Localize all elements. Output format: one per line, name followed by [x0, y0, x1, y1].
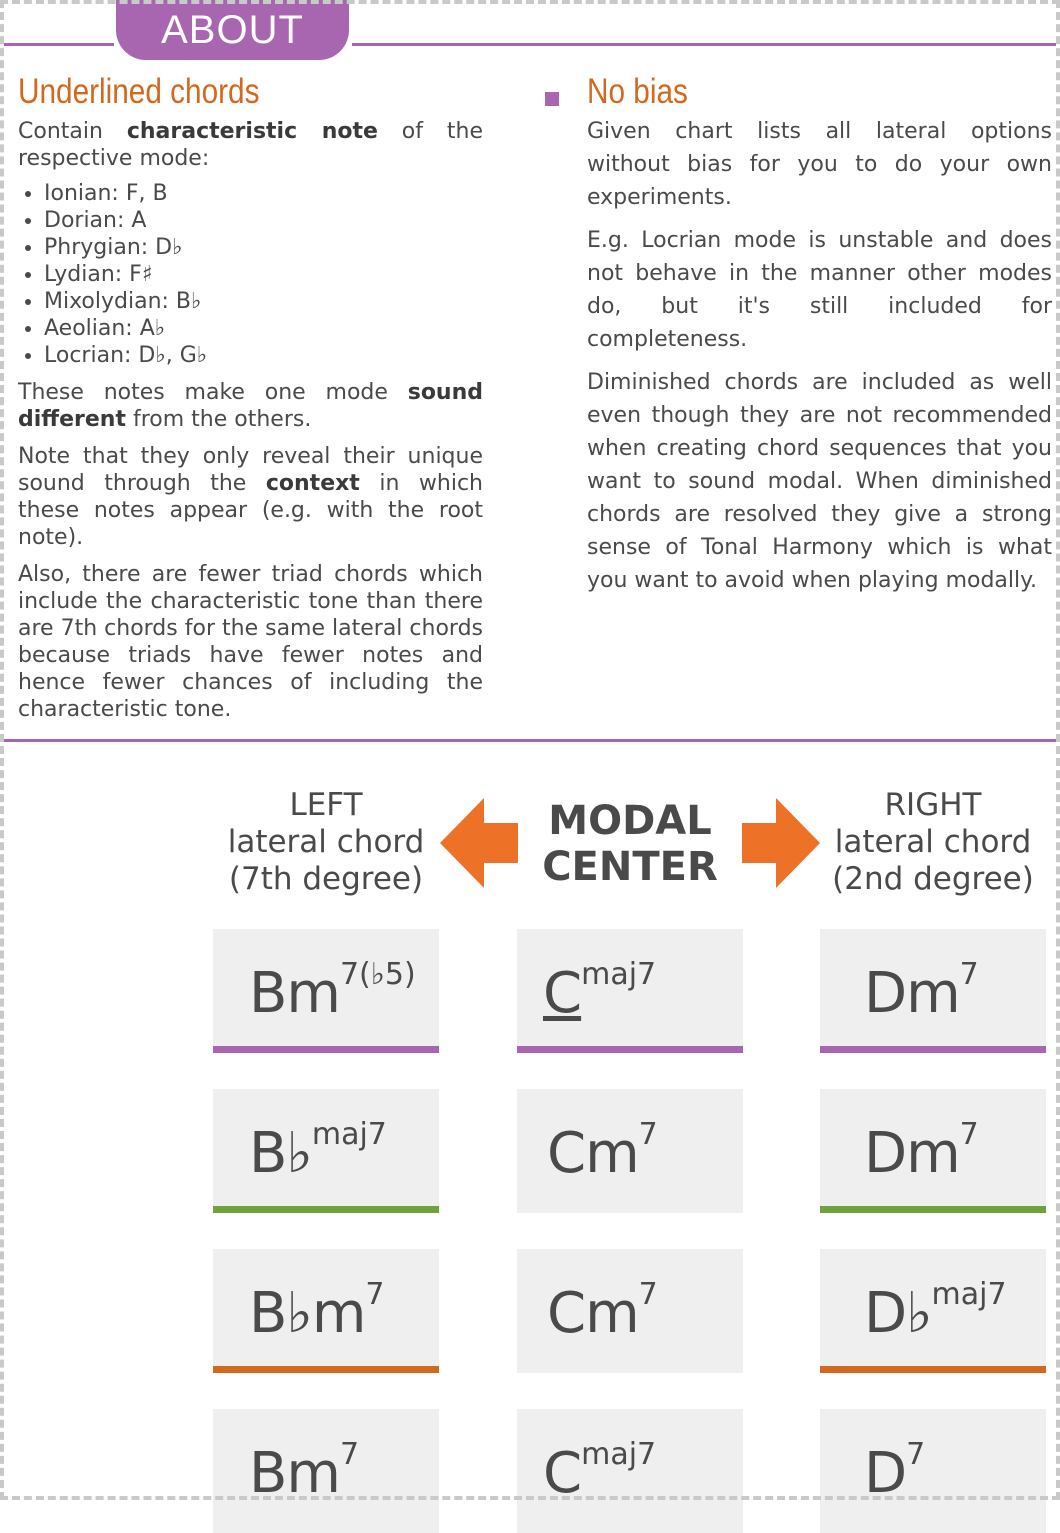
list-item: • Dorian: A: [44, 207, 483, 234]
chord-name: Dm$^7$: [864, 1117, 979, 1186]
no-bias-paragraph: Given chart lists all lateral options without bias for you to do your own experiments.: [587, 119, 1052, 210]
modal-center-header: MODAL CENTER: [542, 798, 718, 890]
chord-card-right-row3: [820, 1249, 1046, 1373]
chord-name: $D^7$: [864, 1437, 926, 1506]
chord-card-right-row2: [820, 1089, 1046, 1213]
mode-color-bar: [820, 1206, 1046, 1213]
chord-name: $Bm^{7(♭5)}$: [249, 957, 416, 1026]
list-item: • Aeolian: A♭: [44, 315, 483, 342]
sound-different-paragraph: These notes make one mode sound different from the others.: [18, 380, 483, 432]
square-bullet-icon: [545, 92, 559, 106]
right-column: [587, 115, 1052, 607]
top-rule-right: [352, 43, 1056, 46]
mode-color-bar: [820, 1046, 1046, 1053]
intro-paragraph: Contain characteristic note of the respective mode:: [18, 119, 483, 171]
chord-card-left-row2: [213, 1089, 439, 1213]
about-tab: ABOUT: [116, 0, 349, 60]
chord-card-left-row4: [213, 1409, 439, 1533]
chord-card-center-row1: [517, 929, 743, 1053]
locrian-paragraph: E.g. Locrian mode is unstable and does not behave in the manner other modes do, but it's still included for completeness.: [587, 228, 1052, 352]
mode-list: [18, 180, 483, 369]
mode-color-bar: [213, 1206, 439, 1213]
chord-name: $C^{maj7}$: [543, 957, 657, 1026]
mode-color-bar: [820, 1366, 1046, 1373]
chord-name: $C^{maj7}$: [543, 1437, 657, 1506]
list-item: • Mixolydian: B♭: [44, 288, 483, 315]
chord-name: Cm$^7$: [547, 1117, 658, 1186]
triad-paragraph: Also, there are fewer triad chords which include the characteristic tone than there are 7th chords for the same lateral chords because triads have fewer notes and hence fewer chances of including the characteristic tone.: [18, 562, 483, 722]
chord-card-center-row2: [517, 1089, 743, 1213]
underlined-chords-title: Underlined chords: [18, 72, 260, 111]
chord-card-left-row3: [213, 1249, 439, 1373]
section-divider: [4, 739, 1056, 742]
mode-color-bar: [213, 1046, 439, 1053]
top-rule-left: [4, 43, 114, 46]
right-lateral-header: RIGHT lateral chord (2nd degree): [832, 787, 1034, 897]
left-lateral-header: LEFT lateral chord (7th degree): [227, 787, 425, 897]
mode-color-bar: [517, 1046, 743, 1053]
list-item: • Phrygian: D♭: [44, 234, 483, 261]
list-item: • Ionian: F, B: [44, 180, 483, 207]
list-item: • Locrian: D♭, G♭: [44, 342, 483, 369]
left-column: [18, 118, 483, 733]
mode-color-bar: [213, 1366, 439, 1373]
list-item: • Lydian: F♯: [44, 261, 483, 288]
chord-name: $B♭m^7$: [249, 1277, 385, 1346]
chord-card-center-row3: [517, 1249, 743, 1373]
context-paragraph: Note that they only reveal their unique sound through the context in which these notes appear (e.g. with the root note).: [18, 444, 483, 550]
arrow-left-icon: [440, 798, 520, 888]
diminished-paragraph: Diminished chords are included as well even though they are not recommended when creating chord sequences that you want to sound modal. When diminished chords are resolved they give a strong sense of Tonal Harmony which is what you want to avoid when playing modally.: [587, 370, 1052, 593]
chord-name: D♭$^{maj7}$: [864, 1277, 1007, 1346]
chord-name: Dm$^7$: [864, 957, 979, 1026]
no-bias-title: No bias: [587, 72, 688, 111]
chord-name: Bm$^7$: [249, 1437, 360, 1506]
chord-card-center-row4: [517, 1409, 743, 1533]
chord-card-right-row4: [820, 1409, 1046, 1533]
chord-name: B♭$^{maj7}$: [249, 1117, 387, 1186]
chord-card-left-row1: [213, 929, 439, 1053]
chord-card-right-row1: [820, 929, 1046, 1053]
arrow-right-icon: [742, 798, 822, 888]
chord-name: Cm$^7$: [547, 1277, 658, 1346]
